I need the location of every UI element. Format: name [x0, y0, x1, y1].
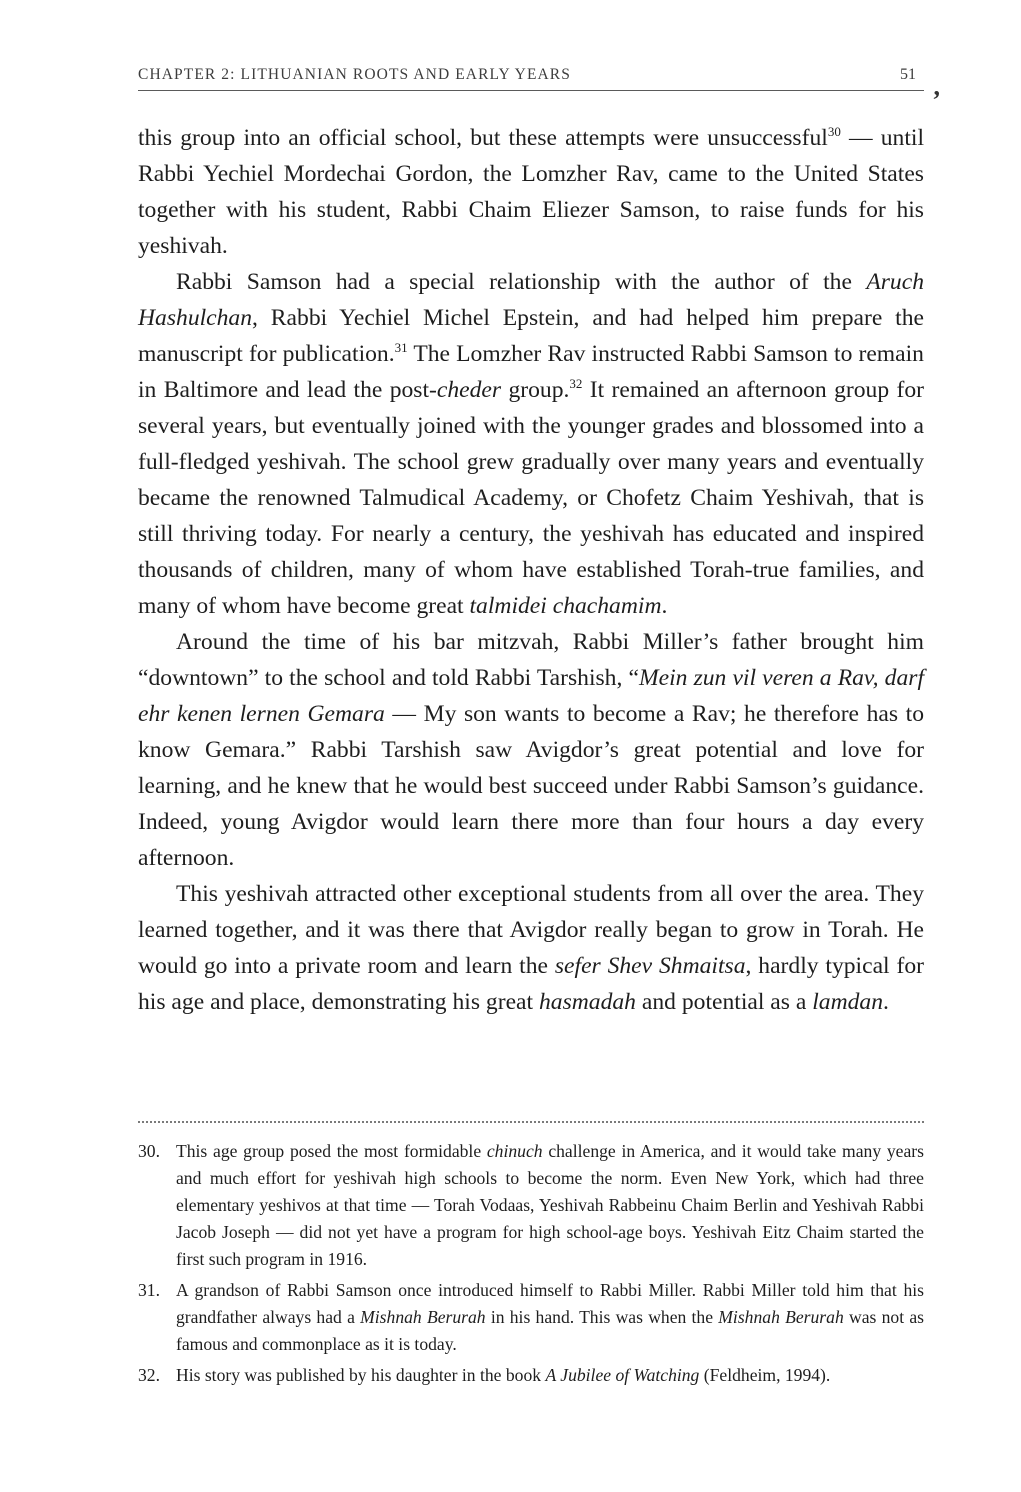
text-run: This age group posed the most formidable: [176, 1141, 487, 1161]
text-run: challenge in America, and it would take many years and much effort for yeshivah high schools to become the norm. Even New York, which had three elementary yeshivos at that time — Torah Vodaas, Yeshivah Rabbeinu Chaim Berlin and Yeshivah Rabbi Jacob Joseph — did not yet have a program for high school-age boys. Yeshivah Eitz Chaim started the first such program in 1916.: [176, 1141, 924, 1269]
text-run: Around the time of his bar mitzvah, Rabbi Miller’s father brought him “downtown” to the school and told Rabbi Tarshish, “: [138, 629, 924, 691]
text-run: It remained an afternoon group for several years, but eventually joined with the younger grades and blossomed into a full-fledged yeshivah. The school grew gradually over many years and eventually became the renowned Talmudical Academy, or Chofetz Chaim Yeshivah, that is still thriving today. For nearly a century, the yeshivah has educated and inspired thousands of children, many of whom have established Torah-true families, and many of whom have become great: [138, 377, 924, 619]
text-run: The Lomzher Rav instructed Rabbi Samson to remain in Baltimore and lead the post-: [138, 341, 924, 403]
footnote: [138, 1138, 924, 1273]
running-head: [138, 66, 940, 101]
text-run: .: [883, 989, 889, 1015]
text-run: , hardly typical for his age and place, demonstrating his great: [138, 953, 924, 1015]
footnote-divider: [138, 1121, 924, 1123]
footnotes: [138, 1138, 924, 1393]
text-run: — My son wants to become a Rav; he therefore has to know Gemara.” Rabbi Tarshish saw Avigdor’s great potential and love for learning, and he knew that he would best succeed under Rabbi Samson’s guidance. Indeed, young Avigdor would learn there more than four hours a day every afternoon.: [138, 701, 924, 871]
footnote-reference: 30: [827, 124, 841, 139]
italic-term: Aruch Hashulchan: [138, 269, 924, 331]
text-run: group.: [501, 377, 570, 403]
italic-term: sefer Shev Shmaitsa: [554, 953, 746, 979]
text-run: this group into an official school, but these attempts were unsuccessful: [138, 125, 828, 151]
text-run: , Rabbi Yechiel Michel Epstein, and had helped him prepare the manuscript for publication.: [138, 305, 924, 367]
italic-term: cheder: [436, 377, 502, 403]
italic-term: Mishnah Berurah: [360, 1307, 486, 1327]
italic-term: chinuch: [486, 1141, 543, 1161]
footnote-reference: 32: [569, 376, 583, 391]
body-paragraph: [138, 876, 924, 1020]
text-run: in his hand. This was when the: [485, 1307, 719, 1327]
footnote-number: 30.: [138, 1141, 160, 1161]
italic-term: Mein zun vil veren a Rav, darf ehr kenen lernen Gemara: [138, 665, 924, 727]
italic-term: Mishnah Berurah: [718, 1307, 844, 1327]
footnote-reference: 31: [394, 340, 408, 355]
text-run: was not as famous and commonplace as it is today.: [176, 1307, 924, 1354]
body-paragraph: [138, 624, 924, 876]
footnote: [138, 1362, 924, 1389]
page-number: 51: [900, 66, 916, 83]
text-run: — until Rabbi Yechiel Mordechai Gordon, the Lomzher Rav, came to the United States together with his student, Rabbi Chaim Eliezer Samson, to raise funds for his yeshivah.: [138, 125, 924, 259]
footnote: [138, 1277, 924, 1358]
footnote-number: 31.: [138, 1280, 160, 1300]
chapter-title: CHAPTER 2: LITHUANIAN ROOTS AND EARLY YEARS: [138, 66, 571, 83]
text-run: .: [661, 593, 668, 619]
text-run: Rabbi Samson had a special relationship with the author of the: [176, 269, 867, 295]
body-paragraph: [138, 264, 924, 624]
italic-term: lamdan: [812, 989, 884, 1015]
body-paragraph: [138, 120, 924, 264]
text-run: This yeshivah attracted other exceptional students from all over the area. They learned together, and it was there that Avigdor really began to grow in Torah. He would go into a private room and learn the: [138, 881, 924, 979]
text-run: (Feldheim, 1994).: [699, 1365, 831, 1385]
italic-term: talmidei chachamim: [469, 593, 662, 619]
ornament-icon: ,: [933, 72, 940, 101]
text-run: A grandson of Rabbi Samson once introduced himself to Rabbi Miller. Rabbi Miller told him that his grandfather always had a: [176, 1280, 924, 1327]
body-text: [138, 120, 924, 1020]
italic-term: A Jubilee of Watching: [545, 1365, 700, 1385]
italic-term: hasmadah: [538, 989, 636, 1015]
text-run: and potential as a: [635, 989, 813, 1015]
footnote-number: 32.: [138, 1365, 160, 1385]
text-run: His story was published by his daughter in the book: [176, 1365, 546, 1385]
